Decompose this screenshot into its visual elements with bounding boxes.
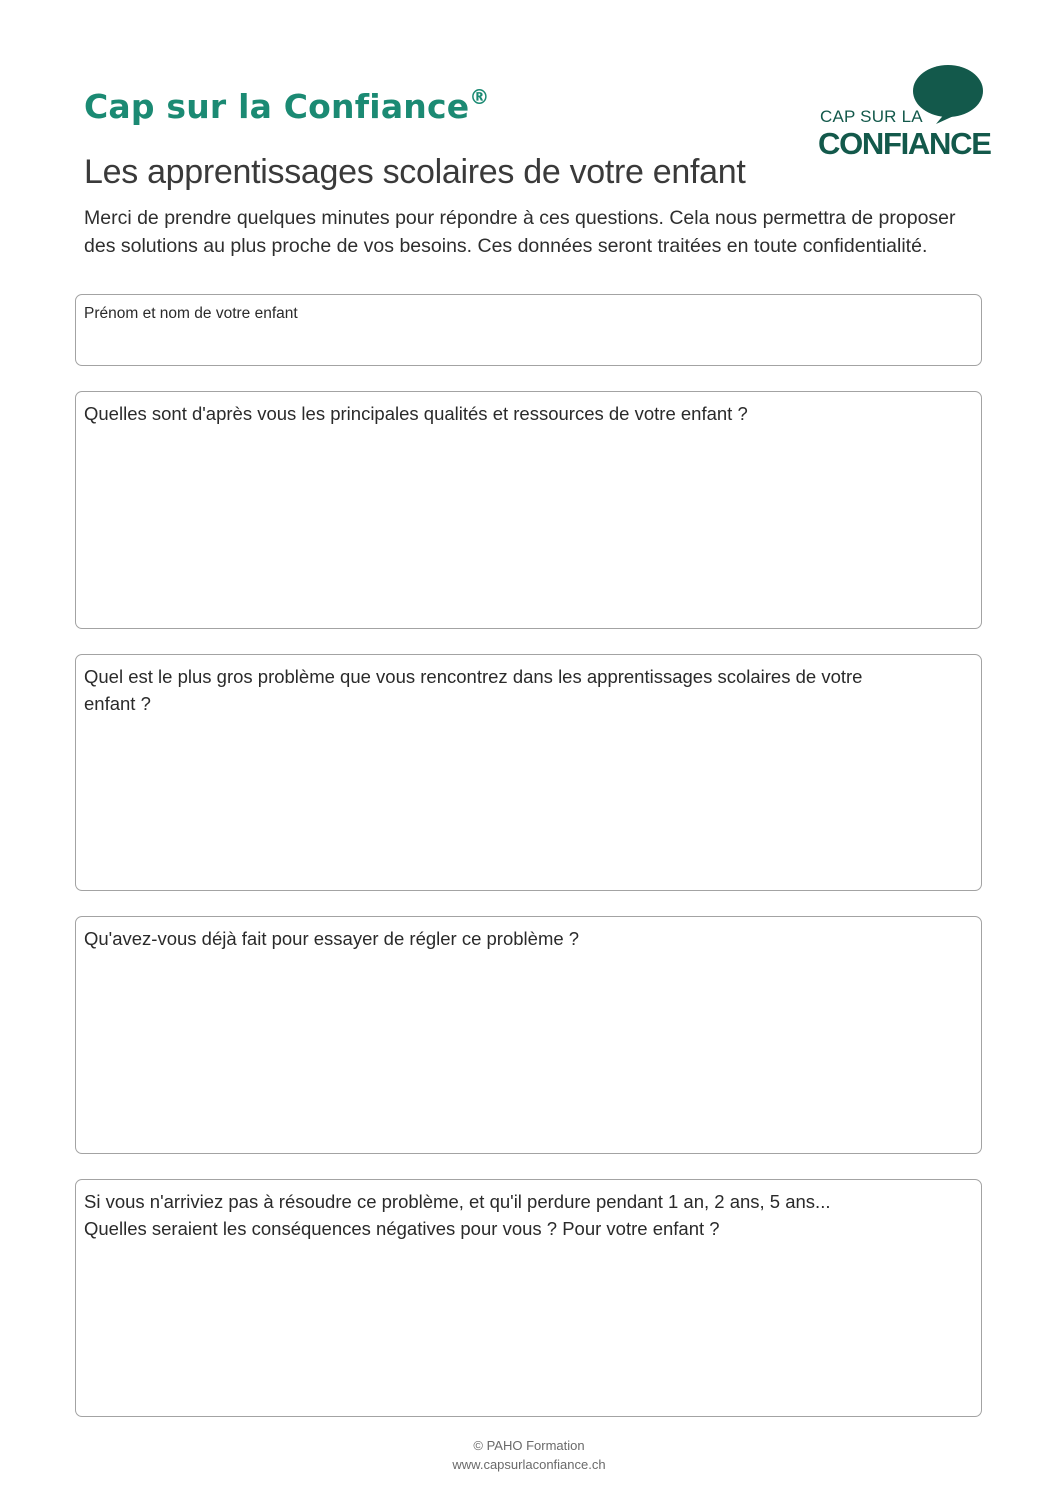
qualities-field[interactable] [75, 391, 982, 629]
logo-text-line1: CAP SUR LA [820, 107, 923, 126]
qualities-question: Quelles sont d'après vous les principales qualités et ressources de votre enfant ? [84, 403, 748, 424]
qualities-answer[interactable] [82, 432, 975, 622]
child-name-label: Prénom et nom de votre enfant [84, 305, 298, 322]
consequences-question: Si vous n'arriviez pas à résoudre ce problème, et qu'il perdure pendant 1 an, 2 ans, 5 ans... Quelles seraient les conséquences négatives pour vous ? Pour votre enfant ? [84, 1191, 831, 1239]
consequences-answer[interactable] [82, 1246, 975, 1410]
main-problem-field[interactable] [75, 654, 982, 891]
cap-sur-la-confiance-logo [812, 64, 992, 164]
intro-paragraph: Merci de prendre quelques minutes pour répondre à ces questions. Cela nous permettra de proposer des solutions au plus proche de vos besoins. Ces données seront traitées en toute confidentialité. [84, 207, 956, 257]
footer-website-link[interactable]: www.capsurlaconfiance.ch [452, 1457, 606, 1472]
main-problem-question: Quel est le plus gros problème que vous rencontrez dans les apprentissages scolaires de votre enfant ? [84, 666, 863, 714]
logo-text-line2: CONFIANCE [818, 126, 991, 161]
document-subtitle: Les apprentissages scolaires de votre enfant [84, 153, 746, 191]
attempts-field[interactable] [75, 916, 982, 1154]
consequences-field[interactable] [75, 1179, 982, 1417]
child-name-field[interactable] [75, 294, 982, 366]
attempts-answer[interactable] [82, 957, 975, 1147]
registered-mark: ® [469, 85, 490, 109]
footer-copyright: © PAHO Formation [473, 1438, 585, 1453]
title-text: Cap sur la Confiance [84, 87, 470, 126]
main-problem-answer[interactable] [82, 721, 975, 884]
page-footer [0, 1436, 1058, 1474]
attempts-question: Qu'avez-vous déjà fait pour essayer de régler ce problème ? [84, 928, 580, 949]
document-title [84, 84, 490, 130]
speech-bubble-icon [912, 64, 988, 126]
child-name-input[interactable] [82, 335, 975, 359]
